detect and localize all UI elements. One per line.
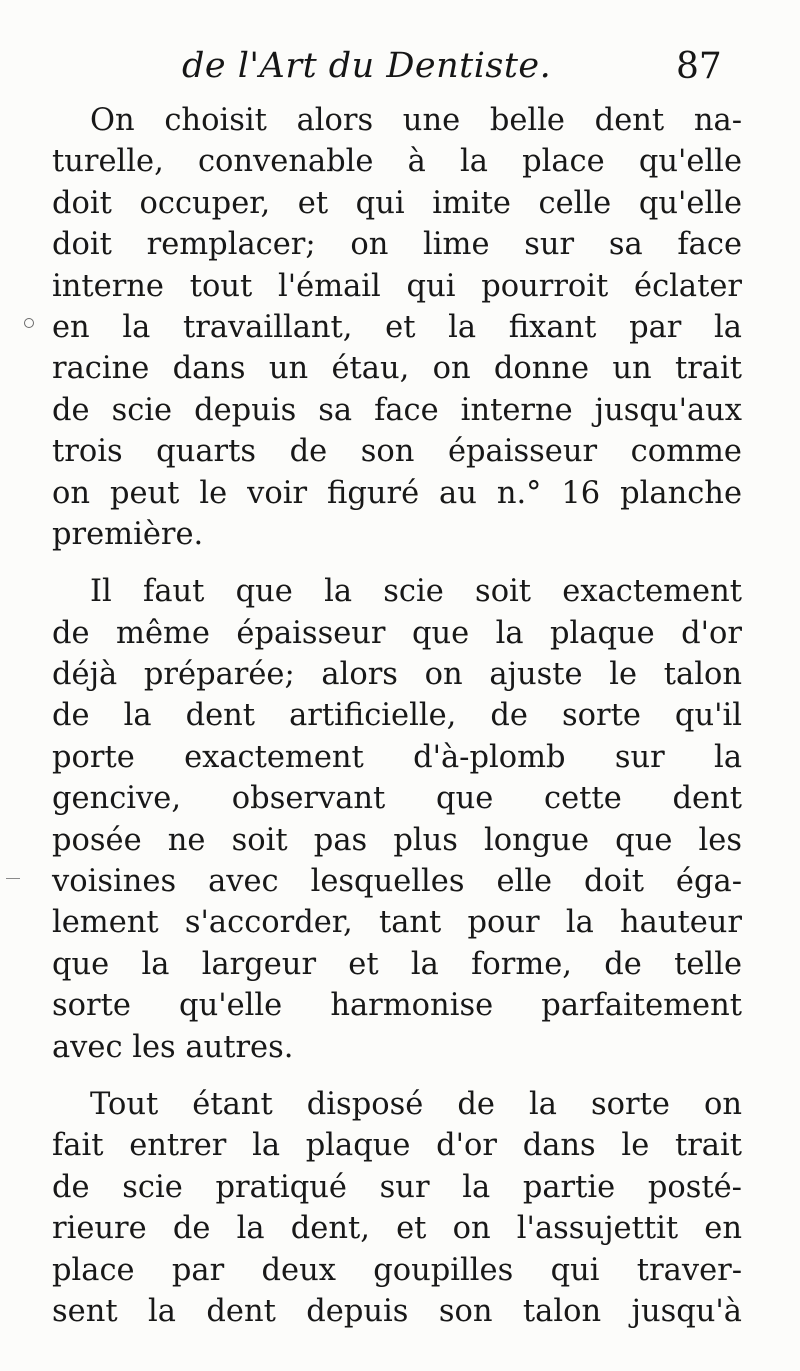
paragraph-3 [52,1084,742,1332]
text-line: en la travaillant, et la fixant par la [52,309,742,345]
paragraph-2 [52,571,742,1068]
text-line: de même épaisseur que la plaque d'or [52,615,742,651]
margin-circle-mark [24,318,34,328]
text-line: fait entrer la plaque d'or dans le trait [52,1128,742,1164]
text-line: interne tout l'émail qui pourroit éclater [52,268,742,304]
page-body [52,100,742,1348]
running-title: de l'Art du Dentiste. [182,46,552,86]
text-line: de la dent artificielle, de sorte qu'il [52,698,742,734]
text-line: porte exactement d'à-plomb sur la [52,739,742,775]
page-number: 87 [676,46,722,87]
text-line: que la largeur et la forme, de telle [52,946,742,982]
text-line: racine dans un étau, on donne un trait [52,351,742,387]
text-line: sent la dent depuis son talon jusqu'à [52,1293,742,1329]
text-line: déjà préparée; alors on ajuste le talon [52,657,742,693]
text-line: on peut le voir figuré au n.° 16 planche [52,475,742,511]
text-line: On choisit alors une belle dent na- [90,103,742,138]
text-line: Tout étant disposé de la sorte on [90,1086,742,1122]
text-line: sorte qu'elle harmonise parfaitement [52,988,742,1024]
text-line: de scie pratiqué sur la partie posté- [52,1169,742,1205]
text-line: rieure de la dent, et on l'assujettit en [52,1211,742,1247]
text-line: turelle, convenable à la place qu'elle [52,144,742,180]
paragraph-1 [52,100,742,555]
margin-dash-mark [6,878,20,879]
text-line: de scie depuis sa face interne jusqu'aux [52,392,742,428]
text-line: gencive, observant que cette dent [52,781,742,817]
text-line: voisines avec lesquelles elle doit éga- [52,864,742,900]
text-line: doit occuper, et qui imite celle qu'elle [52,185,742,221]
text-line: Il faut que la scie soit exactement [90,574,742,610]
text-line: lement s'accorder, tant pour la hauteur [52,905,742,941]
text-line: première. [52,516,204,552]
text-line: place par deux goupilles qui traver- [52,1252,742,1288]
text-line: avec les autres. [52,1029,294,1065]
text-line: posée ne soit pas plus longue que les [52,822,742,858]
page-header [0,40,800,100]
text-line: doit remplacer; on lime sur sa face [52,227,742,263]
text-line: trois quarts de son épaisseur comme [52,434,742,470]
